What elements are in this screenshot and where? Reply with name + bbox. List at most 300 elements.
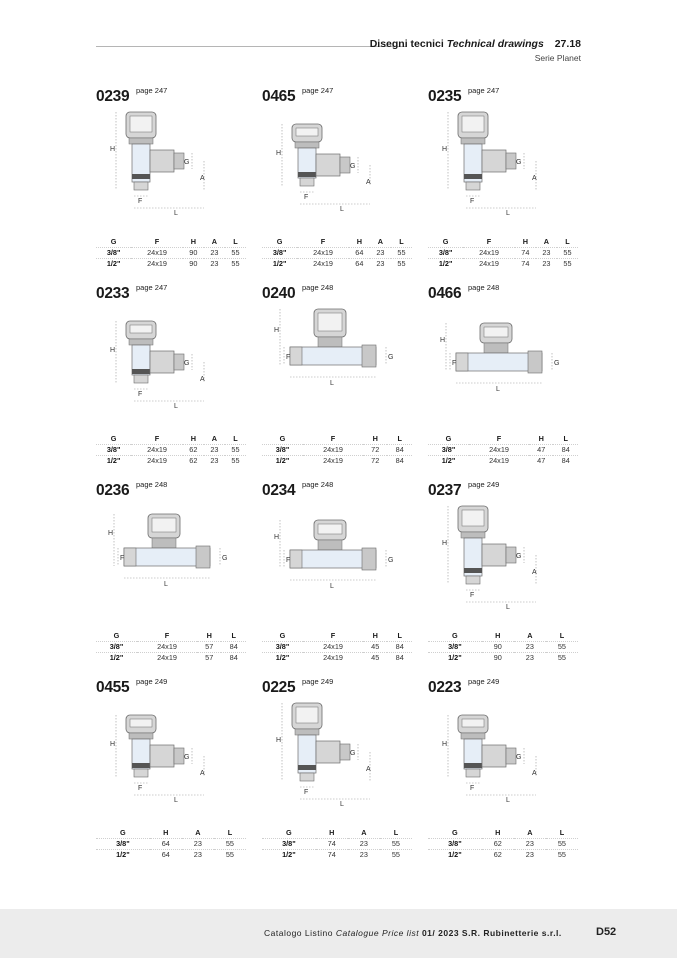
svg-text:H: H	[110, 146, 116, 153]
svg-text:H: H	[274, 327, 280, 334]
spec-cell: 1/2"	[275, 456, 290, 466]
spec-cell: 62	[183, 444, 204, 455]
svg-text:L: L	[174, 210, 178, 217]
page-reference[interactable]: page 247	[136, 86, 168, 95]
page-reference[interactable]: page 249	[136, 677, 168, 686]
spec-header: G	[96, 827, 150, 838]
spec-cell: 3/8"	[428, 444, 469, 455]
spec-header: H	[482, 630, 514, 641]
spec-cell: 23	[370, 247, 391, 258]
spec-header: L	[225, 236, 246, 247]
spec-cell: 1/2"	[438, 259, 453, 269]
spec-header: L	[380, 827, 412, 838]
svg-text:F: F	[304, 789, 309, 796]
svg-text:A: A	[532, 770, 537, 777]
spec-cell: 74	[521, 259, 530, 269]
product-card	[428, 285, 588, 481]
spec-header: A	[514, 827, 546, 838]
valve-drawing	[96, 305, 256, 425]
spec-cell: 23	[525, 850, 534, 860]
spec-header: A	[514, 630, 546, 641]
spec-header: F	[131, 236, 183, 247]
svg-text:H: H	[274, 534, 280, 541]
svg-text:L: L	[330, 583, 334, 590]
spec-cell: 23	[210, 259, 219, 269]
spec-cell: 3/8"	[96, 641, 137, 652]
spec-cell: 1/2"	[275, 653, 290, 663]
spec-table	[96, 630, 246, 663]
spec-cell: 84	[395, 653, 404, 663]
spec-cell: 3/8"	[428, 641, 482, 652]
valve-drawing	[262, 699, 422, 819]
spec-row	[262, 652, 412, 663]
valve-drawing	[96, 502, 256, 622]
spec-header: A	[348, 827, 380, 838]
page-reference[interactable]: page 249	[468, 480, 500, 489]
spec-cell: 72	[371, 456, 380, 466]
svg-text:H: H	[442, 540, 448, 547]
svg-text:H: H	[110, 347, 116, 354]
valve-drawing	[96, 108, 256, 228]
spec-cell: 23	[193, 850, 202, 860]
product-card	[262, 482, 422, 678]
title-it: Disegni tecnici	[369, 38, 444, 50]
footer-company: S.R. Rubinetterie s.r.l.	[461, 928, 562, 938]
svg-text:G: G	[184, 360, 190, 367]
valve-drawing	[428, 108, 588, 228]
spec-cell: 23	[525, 653, 534, 663]
spec-cell: 55	[546, 641, 578, 652]
spec-row	[262, 838, 412, 849]
spec-header: F	[303, 630, 363, 641]
footer-text	[264, 928, 562, 938]
svg-text:H: H	[440, 337, 446, 344]
spec-cell: 55	[231, 259, 240, 269]
product-code: 0223	[428, 679, 462, 696]
spec-cell: 24x19	[469, 444, 529, 455]
spec-table	[428, 630, 578, 663]
footer-catalog-en: Catalogue Price list	[335, 928, 420, 938]
product-code: 0233	[96, 285, 130, 302]
page-reference[interactable]: page 248	[468, 283, 500, 292]
spec-header: L	[387, 630, 412, 641]
svg-text:L: L	[496, 386, 500, 393]
svg-text:G: G	[184, 754, 190, 761]
spec-cell: 84	[221, 641, 246, 652]
spec-cell: 23	[536, 247, 557, 258]
spec-cell: 55	[214, 838, 246, 849]
product-code: 0240	[262, 285, 296, 302]
spec-cell: 55	[563, 259, 572, 269]
spec-header: G	[428, 236, 463, 247]
svg-text:L: L	[174, 403, 178, 410]
spec-cell: 1/2"	[106, 259, 121, 269]
valve-drawing	[96, 699, 256, 819]
spec-header: G	[428, 630, 482, 641]
svg-text:A: A	[366, 766, 371, 773]
spec-row	[428, 455, 578, 466]
spec-row	[262, 455, 412, 466]
spec-cell: 1/2"	[448, 850, 462, 860]
spec-header: G	[262, 630, 303, 641]
spec-cell: 24x19	[147, 259, 167, 269]
spec-header: A	[204, 236, 225, 247]
spec-cell: 64	[355, 259, 364, 269]
spec-cell: 1/2"	[282, 850, 296, 860]
spec-cell: 84	[387, 444, 412, 455]
page-reference[interactable]: page 248	[302, 480, 334, 489]
spec-cell: 24x19	[489, 456, 509, 466]
spec-cell: 45	[363, 641, 387, 652]
spec-header: H	[529, 433, 553, 444]
spec-table	[96, 433, 246, 466]
spec-cell: 55	[380, 838, 412, 849]
spec-cell: 74	[316, 838, 348, 849]
spec-cell: 24x19	[313, 259, 333, 269]
spec-header: H	[363, 630, 387, 641]
spec-cell: 55	[546, 838, 578, 849]
series-label: Serie Planet	[534, 53, 581, 63]
spec-header: L	[391, 236, 412, 247]
spec-header: F	[131, 433, 183, 444]
spec-header: G	[96, 630, 137, 641]
spec-cell: 55	[397, 259, 406, 269]
spec-row	[96, 838, 246, 849]
svg-text:G: G	[350, 163, 356, 170]
spec-cell: 64	[150, 838, 182, 849]
page-reference[interactable]: page 247	[302, 86, 334, 95]
spec-cell: 55	[225, 850, 234, 860]
spec-row	[262, 444, 412, 455]
svg-text:H: H	[276, 150, 282, 157]
spec-cell: 84	[387, 641, 412, 652]
spec-header: G	[428, 827, 482, 838]
product-code: 0225	[262, 679, 296, 696]
spec-cell: 90	[482, 641, 514, 652]
spec-cell: 24x19	[157, 653, 177, 663]
spec-cell: 74	[327, 850, 336, 860]
product-card	[96, 285, 256, 481]
spec-cell: 55	[557, 653, 566, 663]
spec-row	[428, 849, 578, 860]
page-reference[interactable]: page 248	[136, 480, 168, 489]
svg-text:F: F	[470, 592, 475, 599]
spec-cell: 84	[561, 456, 570, 466]
spec-cell: 23	[204, 444, 225, 455]
spec-cell: 64	[161, 850, 170, 860]
spec-row	[96, 455, 246, 466]
svg-text:F: F	[452, 360, 457, 367]
valve-drawing	[428, 305, 588, 425]
spec-cell: 3/8"	[96, 444, 131, 455]
spec-header: L	[553, 433, 578, 444]
spec-header: H	[515, 236, 536, 247]
svg-text:H: H	[276, 737, 282, 744]
spec-cell: 23	[542, 259, 551, 269]
svg-text:H: H	[442, 741, 448, 748]
spec-cell: 3/8"	[428, 247, 463, 258]
spec-header: A	[370, 236, 391, 247]
svg-text:A: A	[200, 175, 205, 182]
product-code: 0239	[96, 88, 130, 105]
page-reference[interactable]: page 249	[468, 677, 500, 686]
spec-header: G	[428, 433, 469, 444]
spec-cell: 55	[391, 850, 400, 860]
svg-text:F: F	[470, 198, 475, 205]
page-reference[interactable]: page 249	[302, 677, 334, 686]
spec-cell: 24x19	[463, 247, 515, 258]
spec-row	[96, 258, 246, 269]
svg-text:A: A	[200, 376, 205, 383]
valve-drawing	[262, 305, 422, 425]
spec-cell: 3/8"	[262, 247, 297, 258]
spec-cell: 1/2"	[448, 653, 462, 663]
spec-cell: 90	[493, 653, 502, 663]
spec-header: H	[183, 236, 204, 247]
product-card	[96, 679, 256, 875]
spec-cell: 1/2"	[272, 259, 287, 269]
spec-row	[428, 444, 578, 455]
spec-row	[262, 641, 412, 652]
spec-header: H	[183, 433, 204, 444]
header-rule	[96, 46, 406, 47]
spec-cell: 3/8"	[428, 838, 482, 849]
product-card	[428, 482, 588, 678]
spec-header: L	[225, 433, 246, 444]
title-en: Technical drawings	[446, 38, 544, 50]
spec-cell: 23	[204, 247, 225, 258]
spec-cell: 57	[205, 653, 214, 663]
spec-cell: 24x19	[131, 247, 183, 258]
spec-cell: 24x19	[303, 444, 363, 455]
svg-text:G: G	[516, 754, 522, 761]
valve-drawing	[428, 699, 588, 819]
svg-text:L: L	[340, 206, 344, 213]
spec-cell: 90	[183, 247, 204, 258]
spec-cell: 1/2"	[106, 456, 121, 466]
spec-cell: 24x19	[323, 456, 343, 466]
spec-cell: 3/8"	[262, 444, 303, 455]
spec-cell: 47	[529, 444, 553, 455]
spec-cell: 23	[210, 456, 219, 466]
spec-header: L	[546, 630, 578, 641]
product-card	[96, 482, 256, 678]
svg-text:L: L	[506, 604, 510, 611]
svg-text:F: F	[120, 555, 125, 562]
product-card	[428, 88, 588, 284]
spec-header: H	[482, 827, 514, 838]
spec-row	[96, 849, 246, 860]
spec-cell: 1/2"	[441, 456, 456, 466]
spec-cell: 23	[376, 259, 385, 269]
product-card	[428, 679, 588, 875]
svg-text:F: F	[304, 194, 309, 201]
spec-header: F	[137, 630, 197, 641]
spec-cell: 1/2"	[109, 653, 124, 663]
footer-page-number: D52	[596, 926, 617, 938]
spec-cell: 62	[493, 850, 502, 860]
spec-table	[96, 236, 246, 269]
spec-cell: 24x19	[479, 259, 499, 269]
valve-drawing	[262, 108, 422, 228]
spec-row	[428, 641, 578, 652]
spec-header: L	[214, 827, 246, 838]
spec-header: L	[387, 433, 412, 444]
spec-cell: 90	[189, 259, 198, 269]
svg-text:F: F	[138, 785, 143, 792]
spec-row	[428, 652, 578, 663]
spec-cell: 55	[225, 444, 246, 455]
spec-row	[262, 849, 412, 860]
product-card	[262, 679, 422, 875]
svg-text:G: G	[222, 555, 228, 562]
product-code: 0236	[96, 482, 130, 499]
spec-cell: 23	[359, 850, 368, 860]
svg-text:F: F	[138, 198, 143, 205]
svg-text:H: H	[108, 530, 114, 537]
svg-text:H: H	[442, 146, 448, 153]
product-card	[96, 88, 256, 284]
spec-table	[262, 433, 412, 466]
spec-header: H	[150, 827, 182, 838]
spec-cell: 62	[482, 838, 514, 849]
spec-header: H	[316, 827, 348, 838]
spec-cell: 84	[229, 653, 238, 663]
svg-text:G: G	[388, 557, 394, 564]
spec-header: A	[536, 236, 557, 247]
spec-cell: 62	[189, 456, 198, 466]
spec-cell: 74	[515, 247, 536, 258]
spec-cell: 55	[231, 456, 240, 466]
svg-text:A: A	[532, 175, 537, 182]
svg-text:F: F	[138, 391, 143, 398]
spec-header: G	[96, 433, 131, 444]
spec-header: G	[262, 827, 316, 838]
spec-cell: 24x19	[137, 641, 197, 652]
spec-header: F	[303, 433, 363, 444]
svg-text:L: L	[330, 380, 334, 387]
spec-header: H	[363, 433, 387, 444]
spec-header: H	[349, 236, 370, 247]
spec-header: A	[182, 827, 214, 838]
svg-text:F: F	[286, 557, 291, 564]
svg-text:G: G	[516, 553, 522, 560]
spec-cell: 55	[557, 850, 566, 860]
svg-text:L: L	[506, 210, 510, 217]
page-reference[interactable]: page 248	[302, 283, 334, 292]
spec-row	[96, 444, 246, 455]
svg-text:G: G	[516, 159, 522, 166]
spec-header: A	[204, 433, 225, 444]
footer-catalog-it: Catalogo Listino	[264, 928, 333, 938]
svg-text:L: L	[174, 797, 178, 804]
spec-row	[428, 838, 578, 849]
spec-cell: 24x19	[323, 653, 343, 663]
spec-row	[262, 258, 412, 269]
valve-drawing	[428, 502, 588, 622]
footer	[0, 909, 677, 958]
svg-text:F: F	[470, 785, 475, 792]
spec-table	[96, 827, 246, 860]
svg-text:A: A	[532, 569, 537, 576]
svg-text:H: H	[110, 741, 116, 748]
spec-row	[96, 641, 246, 652]
product-code: 0466	[428, 285, 462, 302]
svg-text:G: G	[184, 159, 190, 166]
spec-cell: 55	[391, 247, 412, 258]
spec-row	[96, 652, 246, 663]
svg-text:G: G	[388, 354, 394, 361]
spec-row	[96, 247, 246, 258]
spec-cell: 24x19	[303, 641, 363, 652]
spec-header: F	[469, 433, 529, 444]
section-number: 27.18	[554, 38, 581, 50]
spec-table	[428, 827, 578, 860]
spec-row	[428, 247, 578, 258]
spec-cell: 84	[553, 444, 578, 455]
spec-cell: 84	[395, 456, 404, 466]
page-reference[interactable]: page 247	[136, 283, 168, 292]
spec-cell: 3/8"	[96, 247, 131, 258]
product-card	[262, 285, 422, 481]
svg-text:L: L	[506, 797, 510, 804]
spec-header: L	[557, 236, 578, 247]
spec-table	[262, 827, 412, 860]
spec-cell: 45	[371, 653, 380, 663]
svg-text:L: L	[340, 801, 344, 808]
spec-header: F	[297, 236, 349, 247]
spec-cell: 24x19	[131, 444, 183, 455]
svg-text:F: F	[286, 354, 291, 361]
spec-header: L	[546, 827, 578, 838]
spec-table	[428, 433, 578, 466]
spec-cell: 23	[514, 641, 546, 652]
svg-text:A: A	[200, 770, 205, 777]
product-card	[262, 88, 422, 284]
spec-cell: 64	[349, 247, 370, 258]
svg-text:L: L	[164, 581, 168, 588]
footer-edition: 01/ 2023	[421, 928, 460, 938]
spec-cell: 23	[514, 838, 546, 849]
product-code: 0235	[428, 88, 462, 105]
spec-cell: 3/8"	[262, 838, 316, 849]
spec-cell: 3/8"	[96, 838, 150, 849]
page-title	[370, 38, 581, 50]
spec-table	[262, 236, 412, 269]
product-code: 0234	[262, 482, 296, 499]
spec-table	[428, 236, 578, 269]
product-code: 0455	[96, 679, 130, 696]
spec-cell: 55	[225, 247, 246, 258]
spec-row	[428, 258, 578, 269]
svg-text:A: A	[366, 179, 371, 186]
spec-header: G	[96, 236, 131, 247]
spec-header: L	[221, 630, 246, 641]
product-code: 0237	[428, 482, 462, 499]
spec-row	[262, 247, 412, 258]
spec-cell: 55	[557, 247, 578, 258]
spec-table	[262, 630, 412, 663]
spec-cell: 1/2"	[116, 850, 130, 860]
spec-cell: 57	[197, 641, 221, 652]
svg-text:G: G	[554, 360, 560, 367]
spec-cell: 72	[363, 444, 387, 455]
page-reference[interactable]: page 247	[468, 86, 500, 95]
spec-cell: 24x19	[147, 456, 167, 466]
spec-cell: 3/8"	[262, 641, 303, 652]
svg-text:G: G	[350, 750, 356, 757]
spec-cell: 23	[348, 838, 380, 849]
